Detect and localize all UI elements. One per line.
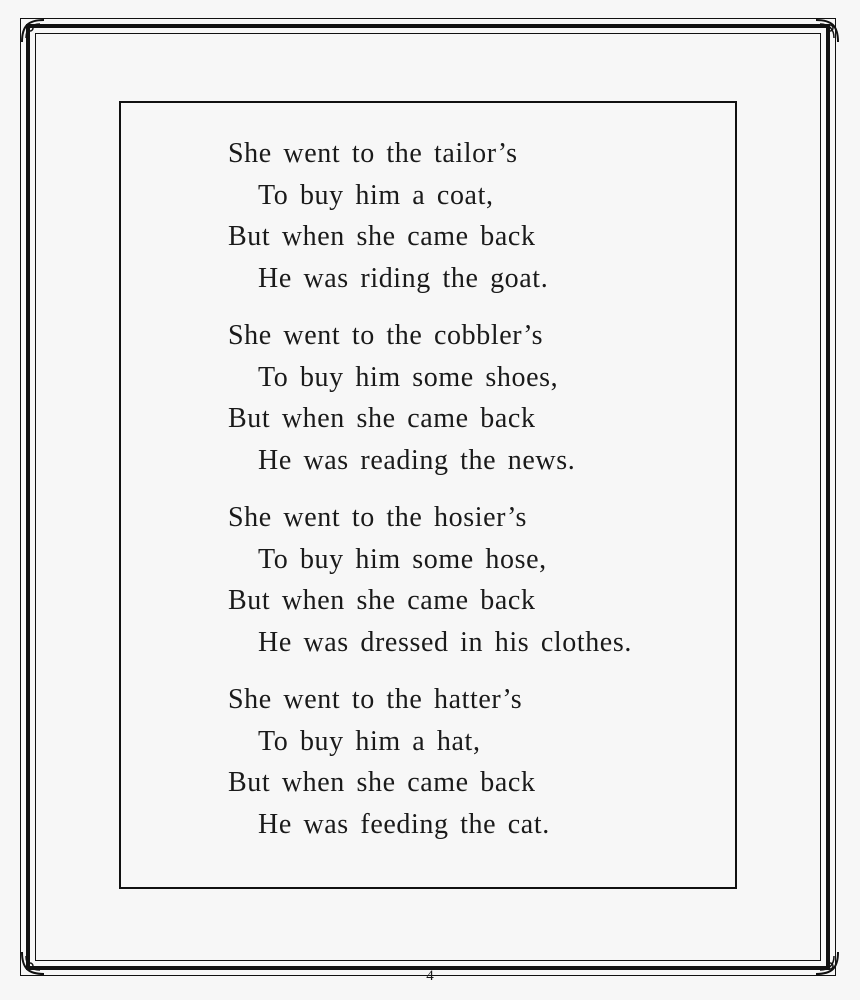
poem-line: To buy him a coat, bbox=[258, 179, 494, 211]
stanza-4 bbox=[228, 679, 708, 845]
stanza-3 bbox=[228, 497, 708, 663]
poem-line: She went to the hosier’s bbox=[228, 502, 527, 533]
poem-line: He was riding the goat. bbox=[258, 262, 549, 294]
poem-line: She went to the tailor’s bbox=[228, 138, 518, 169]
poem-line: He was dressed in his clothes. bbox=[258, 626, 632, 658]
corner-ornament-icon bbox=[18, 16, 48, 46]
poem-line: She went to the hatter’s bbox=[228, 684, 523, 715]
poem bbox=[228, 133, 708, 861]
poem-line: But when she came back bbox=[228, 767, 536, 798]
page-number: 4 bbox=[426, 968, 434, 984]
poem-line: But when she came back bbox=[228, 221, 536, 252]
poem-line: But when she came back bbox=[228, 585, 536, 616]
poem-line: To buy him a hat, bbox=[258, 725, 481, 757]
corner-ornament-icon bbox=[812, 16, 842, 46]
poem-line: He was feeding the cat. bbox=[258, 808, 550, 840]
poem-line: To buy him some hose, bbox=[258, 543, 547, 575]
poem-line: He was reading the news. bbox=[258, 444, 576, 476]
poem-line: But when she came back bbox=[228, 403, 536, 434]
poem-line: She went to the cobbler’s bbox=[228, 320, 544, 351]
stanza-2 bbox=[228, 315, 708, 481]
stanza-1 bbox=[228, 133, 708, 299]
poem-line: To buy him some shoes, bbox=[258, 361, 559, 393]
